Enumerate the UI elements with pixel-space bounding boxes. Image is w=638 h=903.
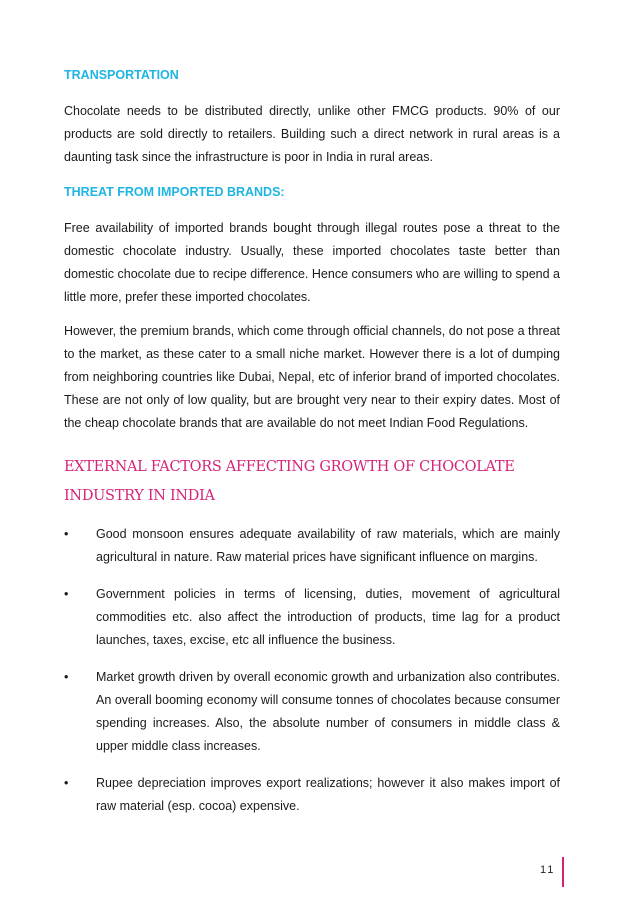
external-factors-heading: EXTERNAL FACTORS AFFECTING GROWTH OF CHOCOLATE INDUSTRY IN INDIA: [64, 459, 515, 504]
bullet-icon: •: [64, 776, 69, 790]
transportation-heading: TRANSPORTATION: [64, 68, 179, 82]
list-item: [64, 666, 560, 758]
list-item-text: Government policies in terms of licensing, duties, movement of agricultural commodities etc. also affect the introduction of products, time lag for a product launches, taxes, excise, etc all influence the business.: [96, 587, 560, 647]
page-number: 11: [540, 864, 556, 876]
page-number-divider: [562, 857, 564, 887]
bullet-icon: •: [64, 670, 69, 684]
document-body: [64, 66, 560, 832]
list-item: [64, 523, 560, 569]
list-item-text: Market growth driven by overall economic growth and urbanization also contributes. An overall booming economy will consume tonnes of chocolates because consumer spending increases. Also, the absolute number of consumers in middle class & upper middle class increases.: [96, 670, 560, 753]
list-item: [64, 772, 560, 818]
list-item-text: Rupee depreciation improves export realizations; however it also makes import of raw material (esp. cocoa) expensive.: [96, 776, 560, 813]
bullet-icon: •: [64, 527, 69, 541]
external-factors-list: [64, 523, 560, 818]
imported-brands-paragraph-1: Free availability of imported brands bought through illegal routes pose a threat to the domestic chocolate industry. Usually, these imported chocolates taste better than domestic chocolate due to recipe difference. Hence consumers who are willing to spend a little more, prefer these imported chocolates.: [64, 221, 560, 304]
bullet-icon: •: [64, 587, 69, 601]
transportation-paragraph: Chocolate needs to be distributed directly, unlike other FMCG products. 90% of our products are sold directly to retailers. Building such a direct network in rural areas is a daunting task since the infrastructure is poor in India in rural areas.: [64, 104, 560, 164]
list-item-text: Good monsoon ensures adequate availability of raw materials, which are mainly agricultural in nature. Raw material prices have significant influence on margins.: [96, 527, 560, 564]
list-item: [64, 583, 560, 652]
imported-brands-paragraph-2: However, the premium brands, which come through official channels, do not pose a threat to the market, as these cater to a small niche market. However there is a lot of dumping from neighboring countries like Dubai, Nepal, etc of inferior brand of imported chocolates. These are not only of low quality, but are brought very near to their expiry dates. Most of the cheap chocolate brands that are available do not meet Indian Food Regulations.: [64, 324, 560, 430]
imported-brands-heading: THREAT FROM IMPORTED BRANDS:: [64, 185, 285, 199]
